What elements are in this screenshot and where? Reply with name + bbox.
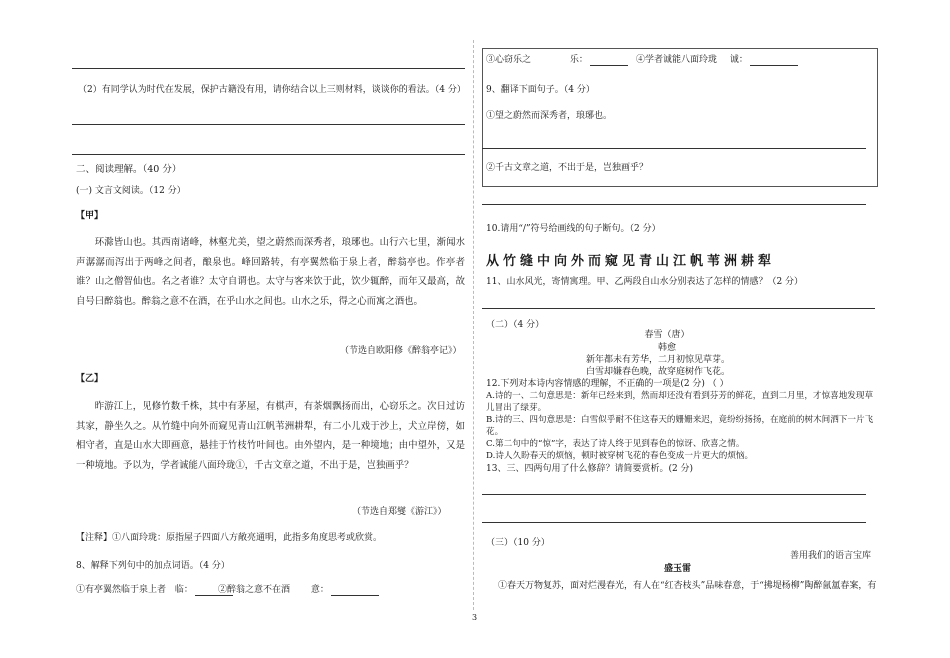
question-11: 11、山水风光，寄情寓理。甲、乙两段自山水分别表达了怎样的情感？（2 分） <box>486 277 804 287</box>
q8-item-3: ③心窃乐之 乐： <box>486 54 628 66</box>
poem-line-1: 新年都未有芳华，二月初惊见草芽。 <box>586 355 731 365</box>
question-opinion: （2）有同学认为时代在发展，保护古籍没有用，请你结合以上三则材料，谈谈你的看法。（4 分） <box>78 85 466 95</box>
q12-option-d: D.诗人久盼春天的烦恼，顿时被穿树飞花的春色变成一片更大的烦恼。 <box>486 451 754 461</box>
section-2-title: （二）（4 分） <box>486 320 545 330</box>
q8-item-4: ④学者诚能八面玲珑 诚： <box>636 54 798 66</box>
poem-title: 春雪（唐） <box>644 330 690 340</box>
question-12: 12.下列对本诗内容情感的理解，不正确的一项是(2 分) （ ） <box>486 379 729 389</box>
q12-option-a: A.诗的一、二句意思是：新年已经来到，然而却还没有看到芬芳的鲜花，直到二月里，才惊喜地发现草儿冒出了绿芽。 <box>486 391 874 413</box>
question-13: 13、三、四两句用了什么修辞？请简要赏析。(2 分) <box>486 464 694 474</box>
answer-blank[interactable] <box>750 57 798 66</box>
column-divider <box>473 40 474 610</box>
section-title: 二、阅读理解。（40 分） <box>76 164 182 175</box>
answer-line <box>482 522 866 523</box>
q9-item-2: ②千古文章之道，不出于是，岂独画乎？ <box>486 163 649 173</box>
answer-line <box>72 154 465 155</box>
question-10: 10.请用“/”符号给画线的句子断句。（2 分） <box>486 224 661 234</box>
note: 【注释】①八面玲珑：原指屋子四面八方敞亮通明，此指多角度思考或欣赏。 <box>76 533 383 543</box>
question-9: 9、翻译下面句子。（4 分） <box>486 85 595 95</box>
q10-sentence: 从竹缝中向外而窥见青山江帆苇洲耕犁 <box>486 254 776 269</box>
q9-item-1: ①望之蔚然而深秀者，琅琊也。 <box>486 111 613 121</box>
q8-item-1: ①有亭翼然临于泉上者 临： <box>76 584 233 596</box>
answer-line <box>72 124 465 125</box>
passage-yi: 昨游江上，见修竹数千株，其中有茅屋，有棋声，有茶烟飘扬而出，心窃乐之。次日过访其家，静坐久之。从竹缝中向外而窥见青山江帆苇洲耕犁，有二小儿戏于沙上，犬立岸傍，如相守者，直是山水大即画意，悬挂于竹枝竹叶间也。由外望内，是一种境地；由中望外，又是一种境地。予以为，学者诚能八面玲珑①，千古文章之道，不出于是，岂独画乎？ <box>76 401 465 471</box>
page-number: 3 <box>472 613 478 622</box>
passage-yi-label: 【乙】 <box>76 374 104 384</box>
answer-line <box>482 204 866 205</box>
section-3-title: （三）（10 分） <box>486 538 550 548</box>
passage-yi-source: （节选自郑燮《游江》） <box>352 507 447 517</box>
answer-line <box>72 68 465 69</box>
passage-jia: 环滁皆山也。其西南诸峰，林壑尤美，望之蔚然而深秀者，琅琊也。山行六七里，渐闻水声潺潺而泻出于两峰之间者，酿泉也。峰回路转，有亭翼然临于泉上者，醉翁亭也。作亭者谁？山之僧智仙也。名之者谁？太守自谓也。太守与客来饮于此，饮少辄醉，而年又最高，故自号曰醉翁也。醉翁之意不在酒，在乎山水之间也。山水之乐，得之心而寓之酒也。 <box>76 237 465 307</box>
answer-blank[interactable] <box>331 587 379 596</box>
q12-option-c: C.第二句中的“惊”字，表达了诗人终于见到春色的惊讶、欣喜之情。 <box>486 439 745 449</box>
q8-item-2: ②醉翁之意不在酒 意： <box>218 584 379 596</box>
passage-jia-source: （节选自欧阳修《醉翁亭记》） <box>340 346 462 356</box>
section-3-heading: 善用我们的语言宝库 <box>790 551 872 561</box>
q12-option-b: B.诗的三、四句意思是：白雪似乎耐不住这春天的姗姗来迟，竟纷纷扬扬，在庭前的树木间洒下一片飞花。 <box>486 415 874 437</box>
answer-line <box>482 148 866 149</box>
answer-blank[interactable] <box>590 57 628 66</box>
section-3-paragraph: ①春天万物复苏，面对烂漫春光，有人在“红杏枝头”品味春意，于“拂堤杨柳”陶醉氤氲春案，有 <box>498 581 877 591</box>
poem-author: 韩愈 <box>657 343 676 353</box>
question-8: 8、解释下列句中的加点词语。（4 分） <box>76 561 230 571</box>
passage-jia-label: 【甲】 <box>76 211 104 221</box>
poem-line-2: 白雪却嫌春色晚，故穿庭树作飞花。 <box>586 367 731 377</box>
answer-line <box>482 494 866 495</box>
section-3-author: 盛玉雷 <box>664 564 692 574</box>
sub-title: (一) 文言文阅读。（12 分） <box>76 186 186 196</box>
answer-line <box>482 308 875 309</box>
